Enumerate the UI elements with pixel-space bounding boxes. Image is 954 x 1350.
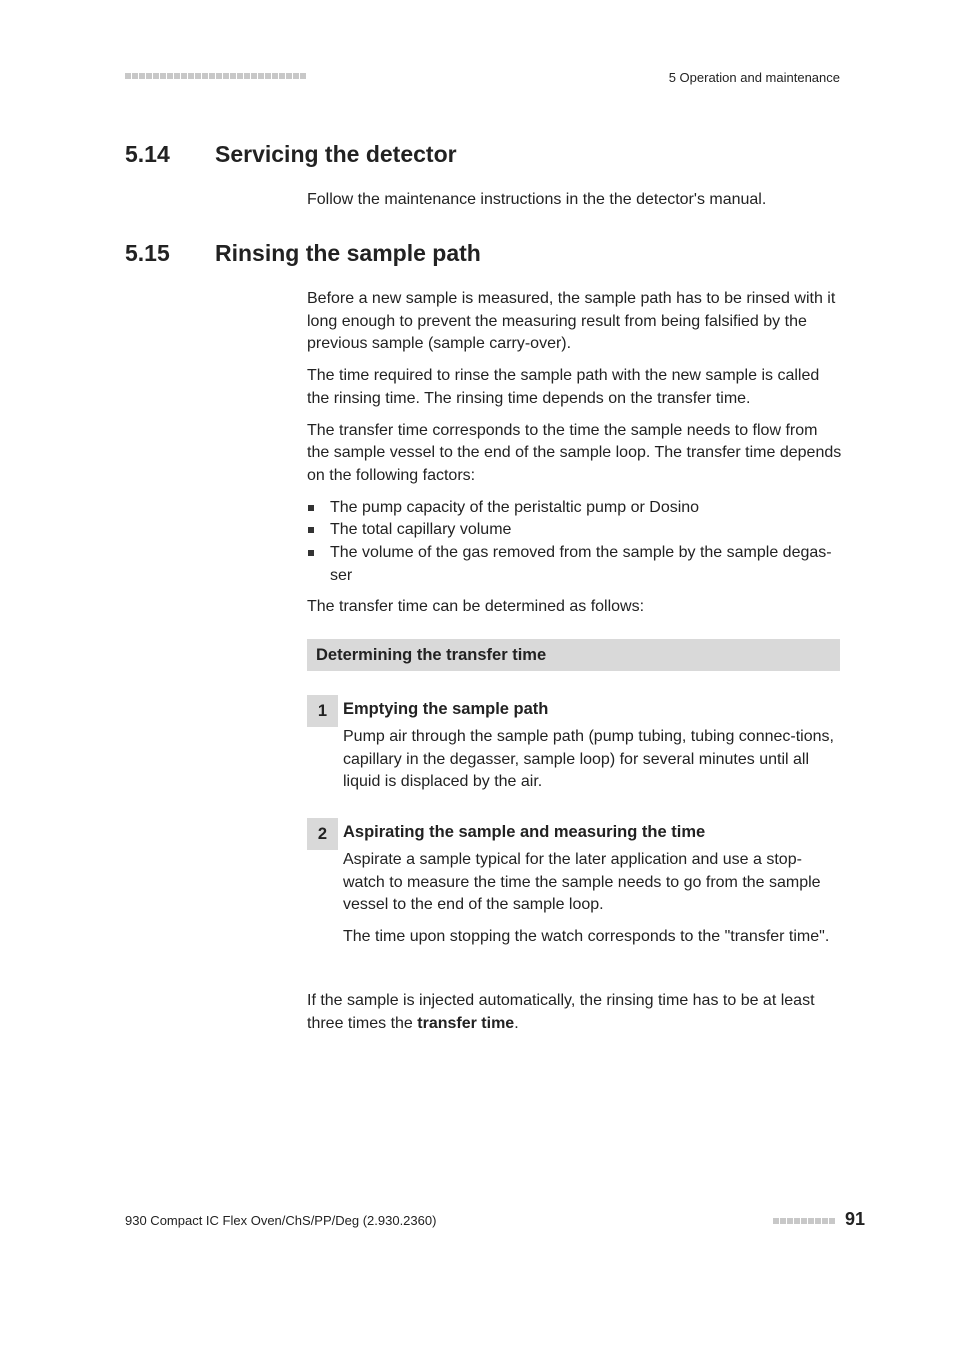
- section-5-15-body: [307, 288, 843, 619]
- section-number: 5.14: [125, 141, 170, 167]
- step-text: Pump air through the sample path (pump tubing, tubing connec-tions, capillary in the degasser, sample loop) for several minutes until all liquid is displaced by the air.: [343, 728, 834, 791]
- section-heading-5-14: [125, 141, 625, 171]
- list-item: The volume of the gas removed from the sample by the sample degas-ser: [307, 542, 843, 587]
- procedure-title-bar: [307, 639, 840, 671]
- closing-paragraph: [307, 990, 843, 1035]
- factors-list: [307, 497, 843, 588]
- section-number: 5.15: [125, 240, 170, 266]
- paragraph: The time required to rinse the sample path with the new sample is called the rinsing time. The rinsing time depends on the transfer time.: [307, 367, 820, 407]
- header-chapter: 5 Operation and maintenance: [668, 70, 840, 85]
- paragraph: The time upon stopping the watch corresponds to the "transfer time".: [343, 928, 830, 946]
- section-heading-5-15: [125, 240, 625, 270]
- footer-product: 930 Compact IC Flex Oven/ChS/PP/Deg (2.930.2360): [125, 1213, 437, 1228]
- paragraph: Aspirate a sample typical for the later application and use a stop-watch to measure the time the sample needs to go from the sample vessel to the end of the sample loop.: [343, 851, 821, 914]
- closing-emphasis: transfer time: [417, 1014, 515, 1032]
- list-item: The pump capacity of the peristaltic pump or Dosino: [307, 497, 843, 520]
- closing-text: If the sample is injected automatically, the rinsing time has to be at least three times the: [307, 992, 815, 1032]
- page-number: 91: [845, 1209, 866, 1229]
- step-text: [343, 849, 840, 949]
- closing-end: .: [514, 1014, 519, 1032]
- section-title: Rinsing the sample path: [215, 240, 481, 266]
- procedure-title: Determining the transfer time: [316, 646, 547, 664]
- step-number-badge: 1: [307, 695, 338, 727]
- step-number-badge: 2: [307, 818, 338, 850]
- paragraph: Before a new sample is measured, the sample path has to be rinsed with it long enough to prevent the measuring result from being falsified by the previous sample (sample carry-over).: [307, 290, 836, 353]
- step-title: Emptying the sample path: [343, 700, 549, 718]
- list-item: The total capillary volume: [307, 519, 843, 542]
- paragraph: The transfer time can be determined as follows:: [307, 598, 645, 616]
- section-5-14-paragraph: Follow the maintenance instructions in the the detector's manual.: [307, 191, 767, 208]
- header-decoration: [125, 73, 306, 79]
- footer-decoration: [773, 1218, 835, 1224]
- paragraph: The transfer time corresponds to the time the sample needs to flow from the sample vessel to the end of the sample loop. The transfer time depends on the following factors:: [307, 421, 842, 484]
- step-title: Aspirating the sample and measuring the time: [343, 823, 706, 841]
- section-title: Servicing the detector: [215, 141, 457, 167]
